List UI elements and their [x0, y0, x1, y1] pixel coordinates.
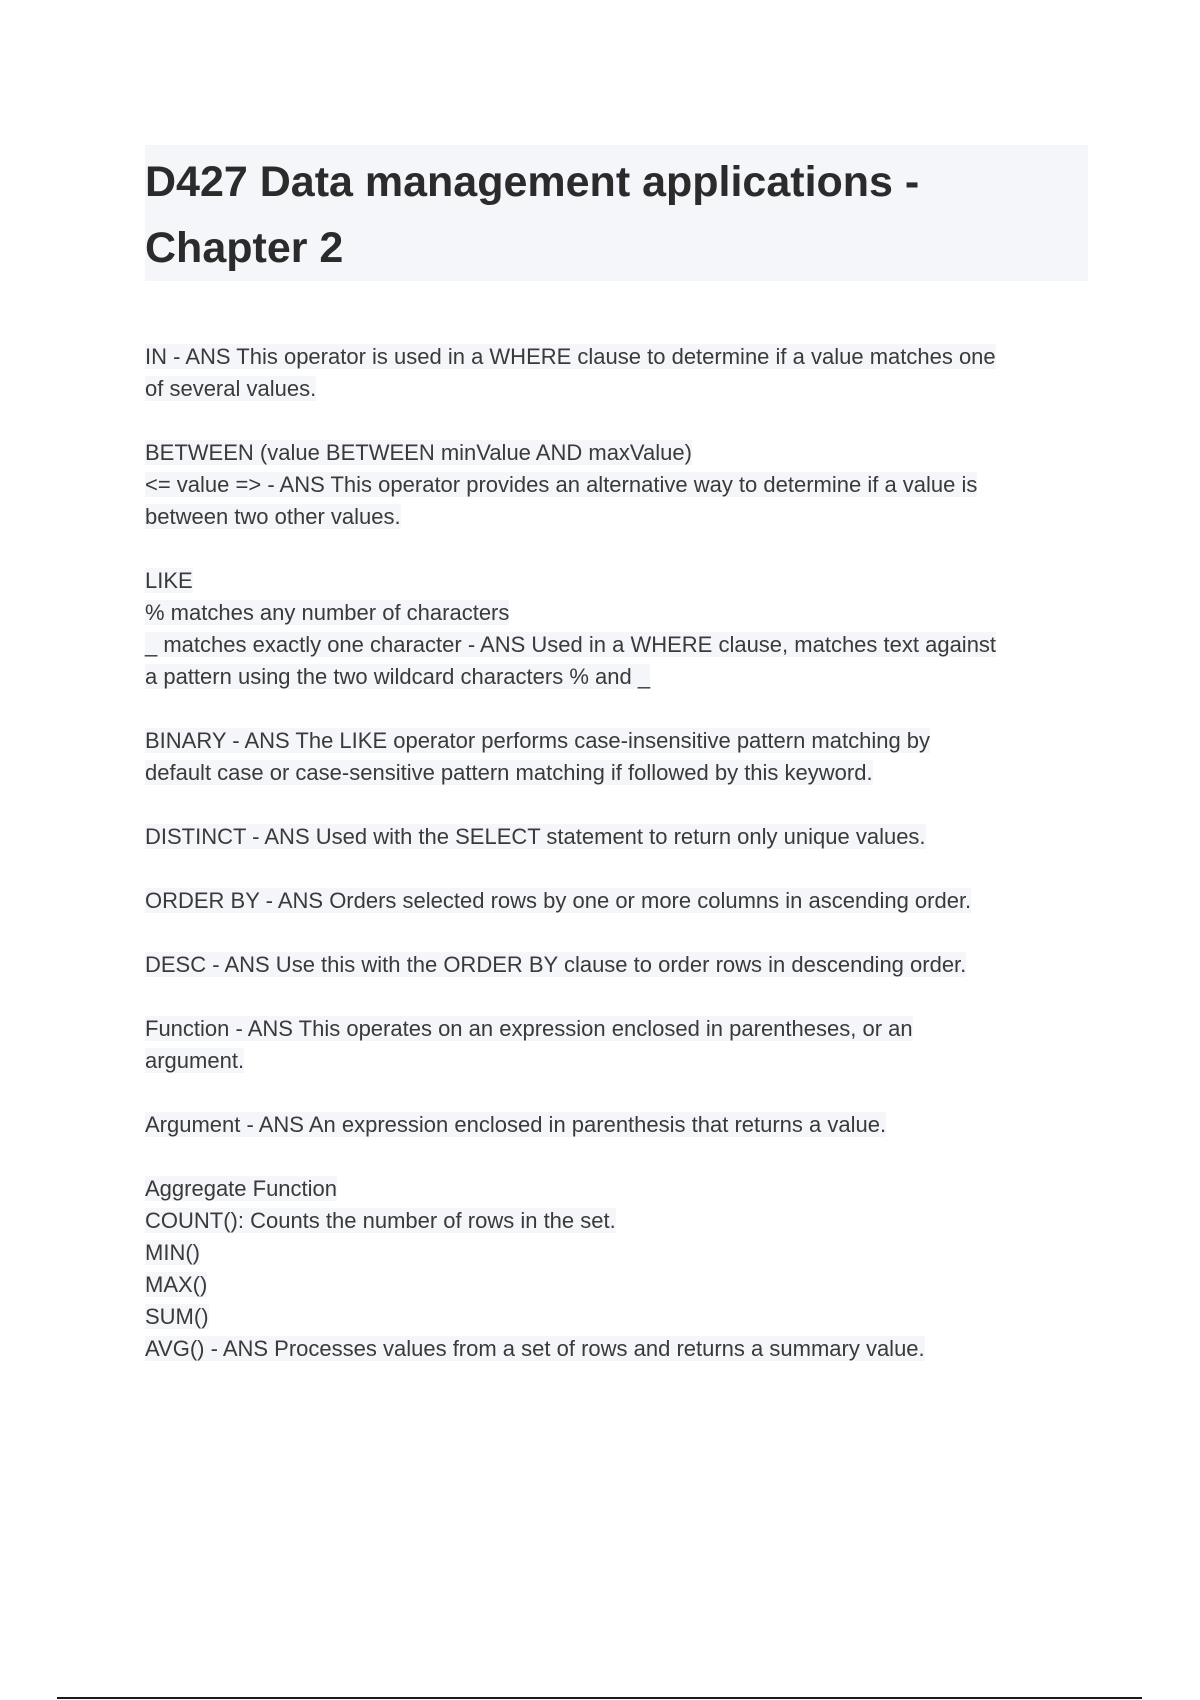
entry-line: a pattern using the two wildcard characters % and _ — [145, 664, 651, 689]
entry-line: SUM() — [145, 1304, 209, 1329]
entry-line: Argument - ANS An expression enclosed in parenthesis that returns a value. — [145, 1112, 887, 1137]
entry-line: BETWEEN (value BETWEEN minValue AND maxValue) — [145, 440, 692, 465]
flashcard-entry — [145, 341, 1090, 405]
entry-line: ORDER BY - ANS Orders selected rows by one or more columns in ascending order. — [145, 888, 972, 913]
entry-line: argument. — [145, 1048, 245, 1073]
flashcard-entry — [145, 1013, 1090, 1077]
title-block — [145, 145, 1088, 281]
flashcard-entry — [145, 949, 1090, 981]
entry-line: AVG() - ANS Processes values from a set of rows and returns a summary value. — [145, 1336, 925, 1361]
entry-line: of several values. — [145, 376, 317, 401]
entry-line: Function - ANS This operates on an expression enclosed in parentheses, or an — [145, 1016, 913, 1041]
entry-line: _ matches exactly one character - ANS Used in a WHERE clause, matches text against — [145, 632, 997, 657]
entry-line: DESC - ANS Use this with the ORDER BY clause to order rows in descending order. — [145, 952, 967, 977]
entry-line: IN - ANS This operator is used in a WHERE clause to determine if a value matches one — [145, 344, 996, 369]
footer-divider — [57, 1697, 1142, 1699]
entry-line: MIN() — [145, 1240, 200, 1265]
flashcard-entry — [145, 821, 1090, 853]
entry-line: LIKE — [145, 568, 193, 593]
entry-line: <= value => - ANS This operator provides an alternative way to determine if a value is — [145, 472, 978, 497]
entry-line: % matches any number of characters — [145, 600, 510, 625]
flashcard-entry — [145, 725, 1090, 789]
page-title: D427 Data management applications - Chapter 2 — [145, 158, 920, 272]
entry-line: COUNT(): Counts the number of rows in the set. — [145, 1208, 616, 1233]
entry-line: MAX() — [145, 1272, 208, 1297]
flashcard-entry — [145, 1173, 1090, 1365]
flashcard-entry — [145, 885, 1090, 917]
flashcard-entry — [145, 1109, 1090, 1141]
entry-line: DISTINCT - ANS Used with the SELECT statement to return only unique values. — [145, 824, 926, 849]
entry-line: BINARY - ANS The LIKE operator performs case-insensitive pattern matching by — [145, 728, 931, 753]
entry-line: Aggregate Function — [145, 1176, 338, 1201]
entry-line: between two other values. — [145, 504, 401, 529]
flashcard-entry — [145, 437, 1090, 533]
flashcard-entry — [145, 565, 1090, 693]
flashcard-list — [145, 341, 1090, 1397]
entry-line: default case or case-sensitive pattern matching if followed by this keyword. — [145, 760, 873, 785]
